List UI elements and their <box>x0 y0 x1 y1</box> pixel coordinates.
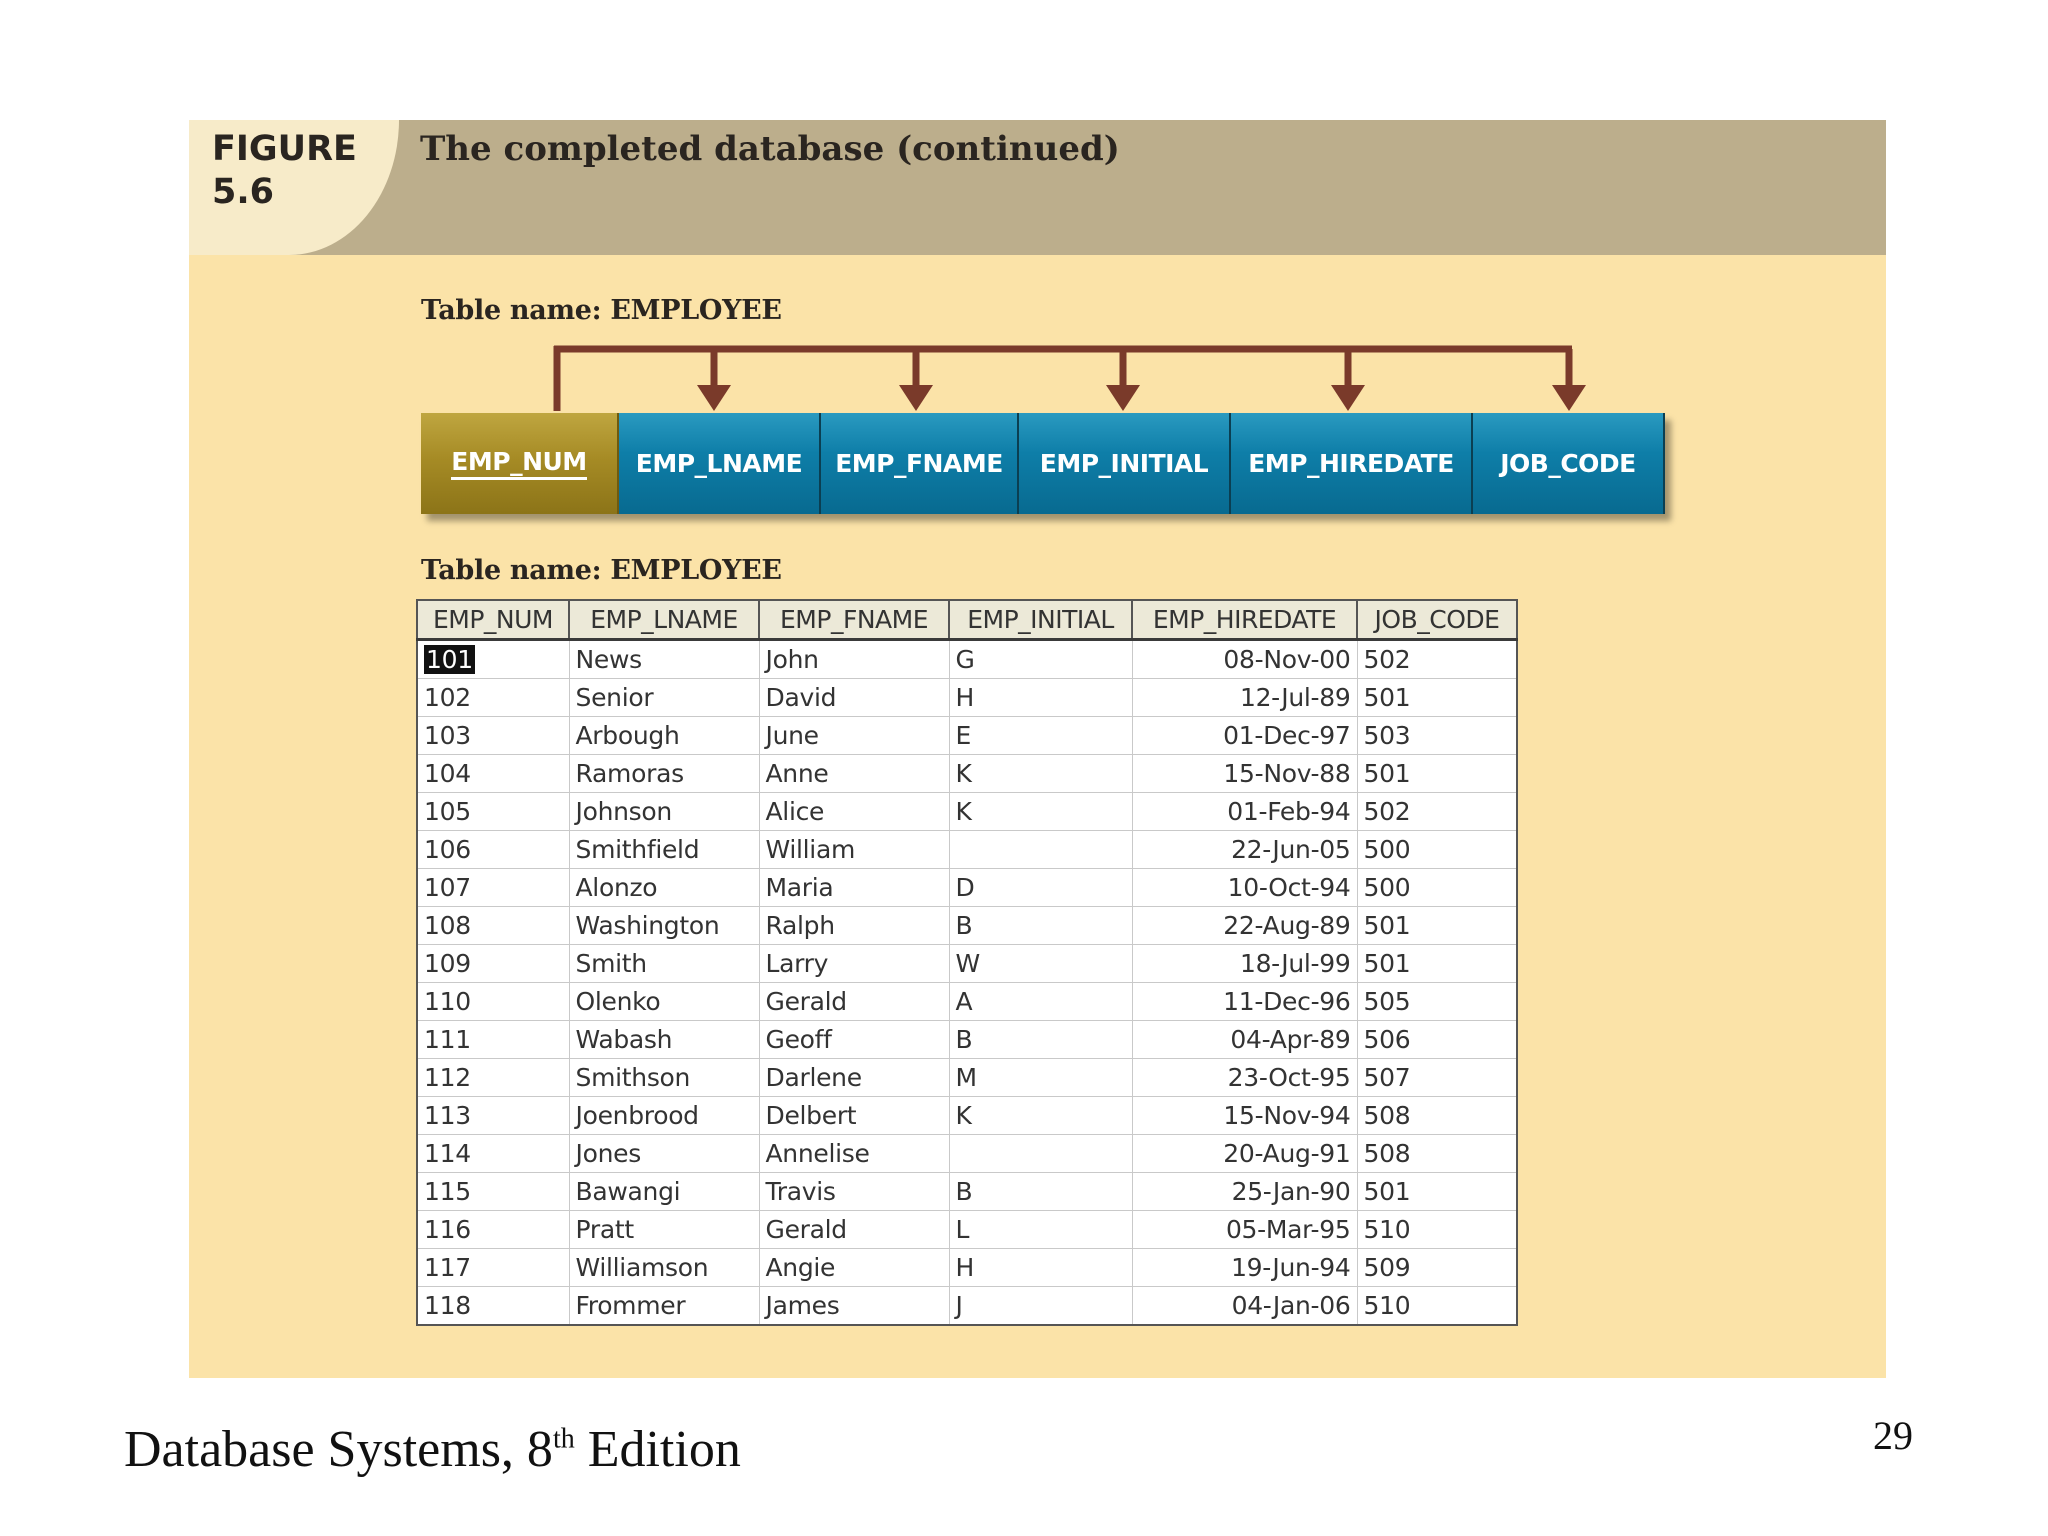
table-cell: 12-Jul-89 <box>1132 679 1357 717</box>
table-cell: H <box>949 679 1132 717</box>
attribute-label: EMP_HIREDATE <box>1248 449 1454 478</box>
table-cell <box>417 640 569 679</box>
table-cell: Maria <box>759 869 949 907</box>
table-cell <box>949 831 1132 869</box>
table-cell: 117 <box>417 1249 569 1287</box>
table-cell: June <box>759 717 949 755</box>
column-header-emp-hiredate: EMP_HIREDATE <box>1132 600 1357 640</box>
table-cell: 20-Aug-91 <box>1132 1135 1357 1173</box>
table-cell: Delbert <box>759 1097 949 1135</box>
table-cell: Ramoras <box>569 755 759 793</box>
column-header-emp-fname: EMP_FNAME <box>759 600 949 640</box>
table-cell: Anne <box>759 755 949 793</box>
table-cell: 106 <box>417 831 569 869</box>
attribute-job-code <box>1473 413 1665 514</box>
table-cell: B <box>949 1021 1132 1059</box>
table-cell: 25-Jan-90 <box>1132 1173 1357 1211</box>
table-cell: Alonzo <box>569 869 759 907</box>
table-cell: 01-Feb-94 <box>1132 793 1357 831</box>
footer-superscript: th <box>552 1423 575 1455</box>
attribute-emp-fname <box>821 413 1019 514</box>
table-cell: 500 <box>1357 869 1517 907</box>
table-cell: David <box>759 679 949 717</box>
attribute-emp-initial <box>1019 413 1231 514</box>
table-cell: 501 <box>1357 679 1517 717</box>
table-cell: 502 <box>1357 793 1517 831</box>
table-cell: Ralph <box>759 907 949 945</box>
table-cell: Gerald <box>759 1211 949 1249</box>
table-cell: 01-Dec-97 <box>1132 717 1357 755</box>
attribute-label: EMP_LNAME <box>635 449 803 478</box>
table-cell: William <box>759 831 949 869</box>
figure-title: The completed database (continued) <box>420 129 1120 169</box>
table-cell: James <box>759 1287 949 1326</box>
diagram-table-name: Table name: EMPLOYEE <box>421 295 782 326</box>
table-cell: L <box>949 1211 1132 1249</box>
table-row <box>417 1097 1517 1135</box>
table-cell: 04-Jan-06 <box>1132 1287 1357 1326</box>
table-cell: Smithfield <box>569 831 759 869</box>
table-cell: Senior <box>569 679 759 717</box>
figure-label: FIGURE 5.6 <box>212 129 357 212</box>
table-cell: 509 <box>1357 1249 1517 1287</box>
table-cell: K <box>949 793 1132 831</box>
table-row <box>417 793 1517 831</box>
table-cell: 118 <box>417 1287 569 1326</box>
table-cell: 111 <box>417 1021 569 1059</box>
table-cell: Angie <box>759 1249 949 1287</box>
table-cell: Williamson <box>569 1249 759 1287</box>
attribute-emp-lname <box>619 413 821 514</box>
table-row <box>417 831 1517 869</box>
table-cell: 112 <box>417 1059 569 1097</box>
table-cell: 15-Nov-94 <box>1132 1097 1357 1135</box>
selected-cell-text: 101 <box>426 645 473 674</box>
table-cell: D <box>949 869 1132 907</box>
table-cell: 107 <box>417 869 569 907</box>
attribute-emp-num <box>421 413 619 514</box>
table-cell: Wabash <box>569 1021 759 1059</box>
table-cell: 18-Jul-99 <box>1132 945 1357 983</box>
table-cell: G <box>949 640 1132 679</box>
page-number: 29 <box>1873 1413 1913 1458</box>
table-cell: E <box>949 717 1132 755</box>
table-cell: 501 <box>1357 907 1517 945</box>
table-cell: 10-Oct-94 <box>1132 869 1357 907</box>
table-header-row <box>417 600 1517 640</box>
figure-panel <box>189 120 1886 1378</box>
table-row <box>417 755 1517 793</box>
column-header-emp-num: EMP_NUM <box>417 600 569 640</box>
table-cell: 510 <box>1357 1287 1517 1326</box>
table-cell: W <box>949 945 1132 983</box>
footer-prefix: Database Systems, 8 <box>124 1421 553 1478</box>
table-cell: 19-Jun-94 <box>1132 1249 1357 1287</box>
table-cell: John <box>759 640 949 679</box>
table-cell: 15-Nov-88 <box>1132 755 1357 793</box>
grid-table-name: Table name: EMPLOYEE <box>421 555 782 586</box>
arrow-head-3 <box>1106 385 1140 411</box>
table-cell: 507 <box>1357 1059 1517 1097</box>
column-header-job-code: JOB_CODE <box>1357 600 1517 640</box>
table-cell: 500 <box>1357 831 1517 869</box>
table-row <box>417 1287 1517 1326</box>
table-cell: Alice <box>759 793 949 831</box>
table-cell: Smithson <box>569 1059 759 1097</box>
table-cell: 501 <box>1357 945 1517 983</box>
table-cell: B <box>949 907 1132 945</box>
table-row <box>417 717 1517 755</box>
table-cell: Joenbrood <box>569 1097 759 1135</box>
column-header-emp-lname: EMP_LNAME <box>569 600 759 640</box>
table-cell: Jones <box>569 1135 759 1173</box>
table-cell: 506 <box>1357 1021 1517 1059</box>
table-cell: 108 <box>417 907 569 945</box>
footer-text <box>124 1420 741 1479</box>
table-row <box>417 1059 1517 1097</box>
table-cell: 114 <box>417 1135 569 1173</box>
attribute-emp-hiredate <box>1231 413 1473 514</box>
table-cell: 109 <box>417 945 569 983</box>
table-cell: 110 <box>417 983 569 1021</box>
table-cell: Pratt <box>569 1211 759 1249</box>
arrow-head-2 <box>899 385 933 411</box>
table-cell: 508 <box>1357 1135 1517 1173</box>
table-cell: 103 <box>417 717 569 755</box>
arrow-head-5 <box>1552 385 1586 411</box>
column-header-emp-initial: EMP_INITIAL <box>949 600 1132 640</box>
table-cell: 502 <box>1357 640 1517 679</box>
table-cell: 05-Mar-95 <box>1132 1211 1357 1249</box>
table-cell: Travis <box>759 1173 949 1211</box>
dependency-diagram <box>421 413 1665 514</box>
table-row <box>417 679 1517 717</box>
table-cell: 116 <box>417 1211 569 1249</box>
table-row <box>417 1249 1517 1287</box>
table-cell: H <box>949 1249 1132 1287</box>
table-cell: Gerald <box>759 983 949 1021</box>
table-cell: 22-Aug-89 <box>1132 907 1357 945</box>
attribute-label: EMP_FNAME <box>835 449 1003 478</box>
table-cell: Larry <box>759 945 949 983</box>
table-row <box>417 640 1517 679</box>
table-cell: Washington <box>569 907 759 945</box>
table-cell: Annelise <box>759 1135 949 1173</box>
table-cell: M <box>949 1059 1132 1097</box>
table-cell: 23-Oct-95 <box>1132 1059 1357 1097</box>
table-cell: Geoff <box>759 1021 949 1059</box>
table-cell: J <box>949 1287 1132 1326</box>
table-cell: Olenko <box>569 983 759 1021</box>
table-cell: 508 <box>1357 1097 1517 1135</box>
table-cell: Bawangi <box>569 1173 759 1211</box>
table-cell: 04-Apr-89 <box>1132 1021 1357 1059</box>
dependency-arrows <box>189 120 1886 420</box>
table-row <box>417 1211 1517 1249</box>
table-cell: Johnson <box>569 793 759 831</box>
attribute-label: EMP_NUM <box>451 447 586 480</box>
arrow-head-1 <box>697 385 731 411</box>
footer-suffix: Edition <box>574 1421 741 1478</box>
table-cell: 22-Jun-05 <box>1132 831 1357 869</box>
table-cell: B <box>949 1173 1132 1211</box>
table-row <box>417 869 1517 907</box>
table-cell: Darlene <box>759 1059 949 1097</box>
attribute-label: JOB_CODE <box>1500 449 1636 478</box>
table-cell: A <box>949 983 1132 1021</box>
employee-table <box>416 599 1518 1326</box>
table-row <box>417 945 1517 983</box>
table-cell: Frommer <box>569 1287 759 1326</box>
table-row <box>417 1021 1517 1059</box>
arrow-group <box>554 346 1586 411</box>
table-cell: 115 <box>417 1173 569 1211</box>
table-cell: Arbough <box>569 717 759 755</box>
table-cell: 08-Nov-00 <box>1132 640 1357 679</box>
table-cell: 501 <box>1357 1173 1517 1211</box>
table-cell: 503 <box>1357 717 1517 755</box>
table-cell: 501 <box>1357 755 1517 793</box>
table-cell: 102 <box>417 679 569 717</box>
table-cell: 505 <box>1357 983 1517 1021</box>
table-body <box>417 640 1517 1326</box>
table-row <box>417 1173 1517 1211</box>
table-cell: News <box>569 640 759 679</box>
table-cell <box>949 1135 1132 1173</box>
table-cell: 105 <box>417 793 569 831</box>
table-row <box>417 1135 1517 1173</box>
table-cell: K <box>949 1097 1132 1135</box>
table-row <box>417 983 1517 1021</box>
table-cell: 104 <box>417 755 569 793</box>
table-row <box>417 907 1517 945</box>
table-cell: Smith <box>569 945 759 983</box>
attribute-label: EMP_INITIAL <box>1039 449 1209 478</box>
table-cell: 113 <box>417 1097 569 1135</box>
table-cell: 510 <box>1357 1211 1517 1249</box>
table-cell: K <box>949 755 1132 793</box>
table-cell: 11-Dec-96 <box>1132 983 1357 1021</box>
arrow-head-4 <box>1331 385 1365 411</box>
